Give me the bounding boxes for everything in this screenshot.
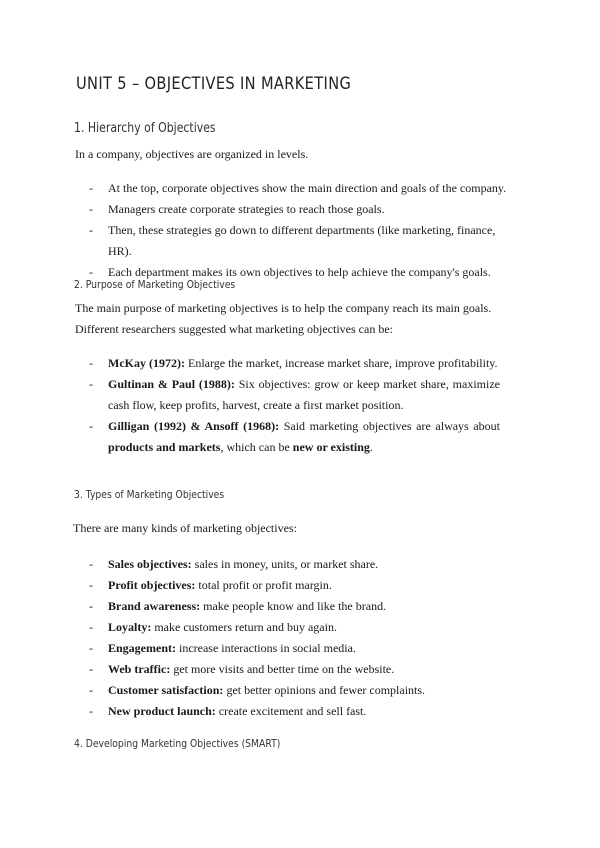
item-text: total profit or profit margin. — [195, 578, 332, 592]
item-text: create excitement and sell fast. — [215, 704, 367, 718]
item-label: Loyalty: — [108, 620, 152, 634]
list-item — [89, 575, 500, 596]
item-text: Six objectives: grow or keep market share, maximize cash flow, keep profits, harvest, create a first market position. — [108, 377, 500, 412]
item-label: Gultinan & Paul (1988): — [108, 377, 235, 391]
item-text: , which can be — [220, 440, 293, 454]
section-1-intro: In a company, objectives are organized in levels. — [75, 147, 309, 161]
item-text: increase interactions in social media. — [176, 641, 356, 655]
item-label: Customer satisfaction: — [108, 683, 224, 697]
list-item: - Then, these strategies go down to different departments (like marketing, finance, HR). — [89, 220, 509, 262]
list-item: - Managers create corporate strategies to reach those goals. — [89, 199, 509, 220]
section-2-heading: 2. Purpose of Marketing Objectives — [74, 278, 236, 291]
item-label: Sales objectives: — [108, 557, 192, 571]
section-3-heading: 3. Types of Marketing Objectives — [74, 488, 225, 501]
item-emphasis: products and markets — [108, 440, 221, 454]
item-text: make people know and like the brand. — [200, 599, 387, 613]
list-item — [89, 554, 500, 575]
item-text: Said marketing objectives are always about — [279, 419, 500, 433]
item-label: Gilligan (1992) & Ansoff (1968): — [108, 419, 280, 433]
item-text: . — [369, 440, 373, 454]
item-label: Web traffic: — [108, 662, 171, 676]
list-item — [89, 374, 500, 416]
section-3-intro: There are many kinds of marketing objectives: — [73, 521, 297, 535]
item-text: sales in money, units, or market share. — [191, 557, 379, 571]
section-1-heading: 1. Hierarchy of Objectives — [74, 121, 216, 136]
section-2-list — [89, 353, 500, 458]
list-item — [89, 659, 500, 680]
section-3-list — [89, 554, 500, 722]
list-item — [89, 638, 500, 659]
item-emphasis: new or existing — [292, 440, 370, 454]
list-item: - Each department makes its own objectives to help achieve the company's goals. — [89, 262, 509, 283]
item-label: Brand awareness: — [108, 599, 201, 613]
list-item — [89, 596, 500, 617]
list-item — [89, 680, 500, 701]
section-4-heading: 4. Developing Marketing Objectives (SMART) — [74, 737, 281, 750]
item-text: Enlarge the market, increase market share, improve profitability. — [184, 356, 498, 370]
item-label: Profit objectives: — [108, 578, 196, 592]
list-item — [89, 617, 500, 638]
item-text: get better opinions and fewer complaints. — [223, 683, 426, 697]
page-title: UNIT 5 – OBJECTIVES IN MARKETING — [76, 74, 352, 94]
section-2-paragraph-1: The main purpose of marketing objectives is to help the company reach its main goals. — [75, 301, 492, 315]
item-label: McKay (1972): — [108, 356, 185, 370]
list-item — [89, 353, 500, 374]
list-item — [89, 416, 500, 458]
item-label: New product launch: — [108, 704, 216, 718]
list-item: - At the top, corporate objectives show the main direction and goals of the company. — [89, 178, 509, 199]
item-label: Engagement: — [108, 641, 176, 655]
list-item — [89, 701, 500, 722]
section-1-list — [89, 178, 509, 283]
item-text: get more visits and better time on the website. — [170, 662, 395, 676]
item-text: make customers return and buy again. — [151, 620, 337, 634]
section-2-paragraph-2: Different researchers suggested what marketing objectives can be: — [75, 322, 393, 336]
